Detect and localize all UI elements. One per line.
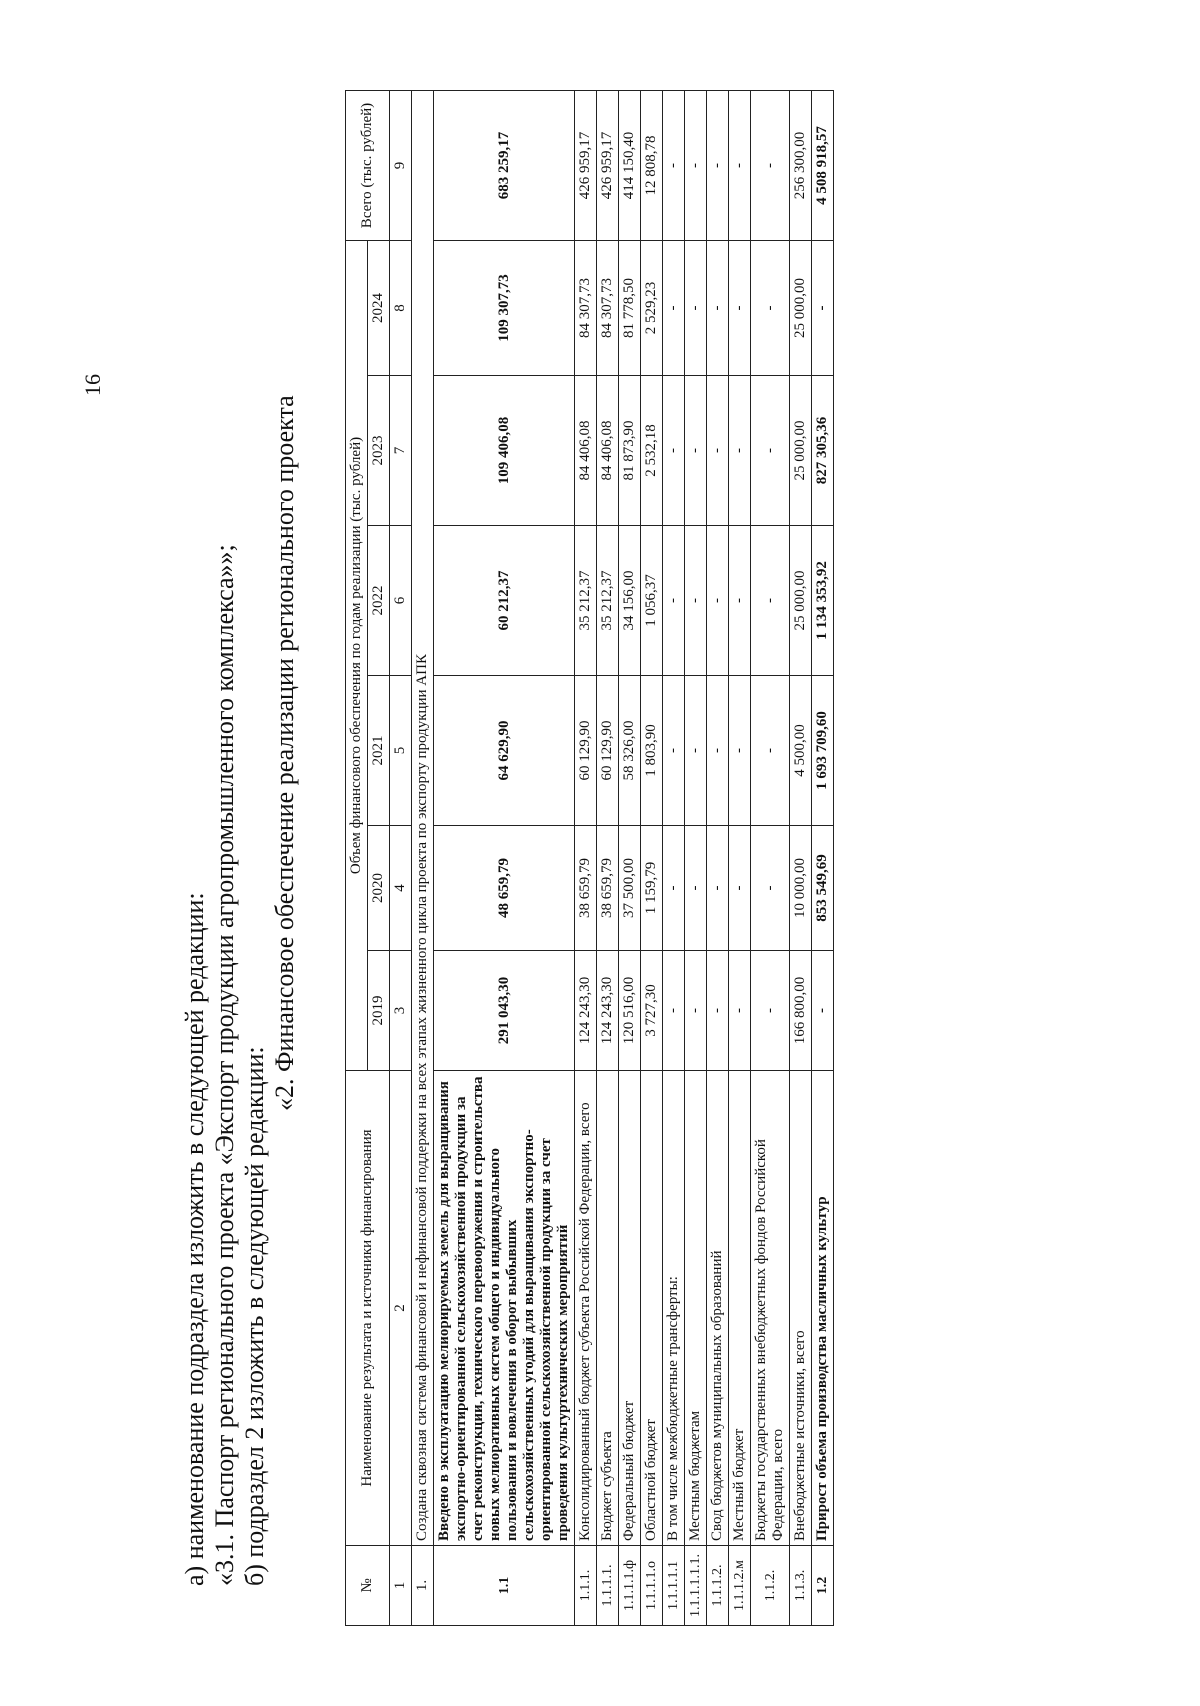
row-year-value: 109 307,73 <box>434 241 575 376</box>
row-year-value: 84 307,73 <box>597 241 619 376</box>
row-year-value: 48 659,79 <box>434 826 575 951</box>
header-year: 2020 <box>368 826 390 951</box>
table-row <box>751 91 790 1626</box>
row-year-value: 38 659,79 <box>597 826 619 951</box>
row-name: Местным бюджетам <box>685 1071 707 1546</box>
row-year-value: 120 516,00 <box>619 951 641 1071</box>
column-number: 2 <box>390 1071 412 1546</box>
row-name: Местный бюджет <box>729 1071 751 1546</box>
row-name: В том числе межбюджетные трансферты: <box>663 1071 685 1546</box>
row-year-value: - <box>707 241 729 376</box>
table-row <box>790 91 812 1626</box>
column-number: 6 <box>390 526 412 676</box>
header-year: 2019 <box>368 951 390 1071</box>
table-row <box>812 91 834 1626</box>
row-year-value: 25 000,00 <box>790 526 812 676</box>
column-number: 4 <box>390 826 412 951</box>
row-year-value: 1 693 709,60 <box>812 676 834 826</box>
row-total-value: 683 259,17 <box>434 91 575 241</box>
table-body <box>412 91 834 1626</box>
table-row <box>663 91 685 1626</box>
row-year-value: 166 800,00 <box>790 951 812 1071</box>
row-year-value: 109 406,08 <box>434 376 575 526</box>
row-name: Бюджет субъекта <box>597 1071 619 1546</box>
column-number: 1 <box>390 1546 412 1626</box>
row-name: Свод бюджетов муниципальных образований <box>707 1071 729 1546</box>
header-name: Наименование результата и источники финансирования <box>346 1071 390 1546</box>
row-year-value: 35 212,37 <box>575 526 597 676</box>
header-no: № <box>346 1546 390 1626</box>
row-year-value: - <box>751 951 790 1071</box>
row-total-value: 426 959,17 <box>575 91 597 241</box>
header-year: 2023 <box>368 376 390 526</box>
row-year-value: - <box>729 376 751 526</box>
row-year-value: 60 129,90 <box>597 676 619 826</box>
row-year-value: - <box>729 826 751 951</box>
header-years-group: Объем финансового обеспечения по годам реализации (тыс. рублей) <box>346 241 368 1071</box>
column-number: 3 <box>390 951 412 1071</box>
row-year-value: 124 243,30 <box>597 951 619 1071</box>
row-year-value: 1 803,90 <box>641 676 663 826</box>
row-year-value: 84 406,08 <box>575 376 597 526</box>
section-number: 1. <box>412 1546 434 1626</box>
row-year-value: - <box>751 676 790 826</box>
row-year-value: - <box>663 241 685 376</box>
row-year-value: 1 134 353,92 <box>812 526 834 676</box>
row-year-value: - <box>729 951 751 1071</box>
row-year-value: 124 243,30 <box>575 951 597 1071</box>
row-year-value: - <box>663 526 685 676</box>
row-year-value: - <box>812 951 834 1071</box>
table-row <box>575 91 597 1626</box>
row-total-value: 12 808,78 <box>641 91 663 241</box>
row-year-value: - <box>751 526 790 676</box>
row-year-value: - <box>729 526 751 676</box>
row-year-value: - <box>751 826 790 951</box>
column-number: 7 <box>390 376 412 526</box>
row-year-value: 853 549,69 <box>812 826 834 951</box>
row-year-value: - <box>707 376 729 526</box>
row-year-value: - <box>685 241 707 376</box>
row-year-value: - <box>663 676 685 826</box>
row-total-value: 4 508 918,57 <box>812 91 834 241</box>
row-year-value: - <box>812 241 834 376</box>
row-year-value: 25 000,00 <box>790 241 812 376</box>
row-total-value: - <box>707 91 729 241</box>
row-year-value: 38 659,79 <box>575 826 597 951</box>
row-year-value: 827 305,36 <box>812 376 834 526</box>
row-year-value: 10 000,00 <box>790 826 812 951</box>
row-number: 1.1.1.1.1.1. <box>685 1546 707 1626</box>
row-year-value: 1 159,79 <box>641 826 663 951</box>
row-year-value: - <box>685 676 707 826</box>
row-year-value: - <box>707 676 729 826</box>
row-year-value: - <box>751 376 790 526</box>
row-number: 1.1.1.1.ф <box>619 1546 641 1626</box>
row-name: Внебюджетные источники, всего <box>790 1071 812 1546</box>
row-number: 1.1.1.1.о <box>641 1546 663 1626</box>
table-row <box>685 91 707 1626</box>
row-year-value: 60 212,37 <box>434 526 575 676</box>
row-year-value: 60 129,90 <box>575 676 597 826</box>
row-number: 1.1.1. <box>575 1546 597 1626</box>
row-number: 1.1.1.2. <box>707 1546 729 1626</box>
header-row-colnums <box>390 91 412 1626</box>
row-number: 1.1.1.2.м <box>729 1546 751 1626</box>
header-year: 2024 <box>368 241 390 376</box>
column-number: 8 <box>390 241 412 376</box>
row-year-value: - <box>707 526 729 676</box>
row-year-value: - <box>729 241 751 376</box>
section-heading: «2. Финансовое обеспечение реализации регионального проекта <box>270 395 299 1111</box>
row-year-value: 34 156,00 <box>619 526 641 676</box>
header-total: Всего (тыс. рублей) <box>346 91 390 241</box>
row-year-value: - <box>707 951 729 1071</box>
column-number: 9 <box>390 91 412 241</box>
row-name: Бюджеты государственных внебюджетных фондов Российской Федерации, всего <box>751 1071 790 1546</box>
row-year-value: 37 500,00 <box>619 826 641 951</box>
row-year-value: - <box>663 376 685 526</box>
row-year-value: - <box>685 826 707 951</box>
row-year-value: 81 778,50 <box>619 241 641 376</box>
intro-text <box>180 395 300 1586</box>
row-year-value: - <box>751 241 790 376</box>
table-row <box>641 91 663 1626</box>
row-total-value: - <box>685 91 707 241</box>
intro-line-2: «3.1. Паспорт регионального проекта «Экспорт продукции агропромышленного комплекса»»; <box>210 544 239 1586</box>
row-total-value: - <box>729 91 751 241</box>
section-row <box>412 91 434 1626</box>
row-number: 1.1.1.1.1 <box>663 1546 685 1626</box>
row-number: 1.1.2. <box>751 1546 790 1626</box>
row-year-value: 25 000,00 <box>790 376 812 526</box>
row-year-value: 2 529,23 <box>641 241 663 376</box>
table-row <box>707 91 729 1626</box>
row-year-value: 291 043,30 <box>434 951 575 1071</box>
row-year-value: 2 532,18 <box>641 376 663 526</box>
row-year-value: 35 212,37 <box>597 526 619 676</box>
row-total-value: - <box>663 91 685 241</box>
table-row <box>619 91 641 1626</box>
row-total-value: 426 959,17 <box>597 91 619 241</box>
page-number: 16 <box>80 374 105 396</box>
row-year-value: 84 307,73 <box>575 241 597 376</box>
row-year-value: - <box>685 376 707 526</box>
section-title: Создана сквозная система финансовой и нефинансовой поддержки на всех этапах жизненного цикла проекта по экспорту продукции АПК <box>412 91 434 1546</box>
row-year-value: 1 056,37 <box>641 526 663 676</box>
row-year-value: - <box>685 951 707 1071</box>
row-name: Прирост объема производства масличных культур <box>812 1071 834 1546</box>
row-number: 1.1.3. <box>790 1546 812 1626</box>
table-row <box>597 91 619 1626</box>
row-name: Областной бюджет <box>641 1071 663 1546</box>
header-year: 2021 <box>368 676 390 826</box>
row-year-value: - <box>663 826 685 951</box>
row-year-value: 4 500,00 <box>790 676 812 826</box>
intro-line-1: а) наименование подраздела изложить в следующей редакции: <box>180 892 209 1586</box>
row-year-value: - <box>707 826 729 951</box>
row-year-value: - <box>663 951 685 1071</box>
row-name: Федеральный бюджет <box>619 1071 641 1546</box>
row-number: 1.2 <box>812 1546 834 1626</box>
row-total-value: 256 300,00 <box>790 91 812 241</box>
column-number: 5 <box>390 676 412 826</box>
row-year-value: 3 727,30 <box>641 951 663 1071</box>
row-year-value: 64 629,90 <box>434 676 575 826</box>
row-year-value: 58 326,00 <box>619 676 641 826</box>
intro-line-3: б) подраздел 2 изложить в следующей редакции: <box>240 1046 269 1586</box>
financing-table <box>345 90 834 1626</box>
header-year: 2022 <box>368 526 390 676</box>
row-total-value: - <box>751 91 790 241</box>
table-row <box>434 91 575 1626</box>
row-name: Консолидированный бюджет субъекта Российской Федерации, всего <box>575 1071 597 1546</box>
header-row-1 <box>346 91 368 1626</box>
row-total-value: 414 150,40 <box>619 91 641 241</box>
row-number: 1.1.1.1. <box>597 1546 619 1626</box>
row-year-value: - <box>685 526 707 676</box>
table-row <box>729 91 751 1626</box>
row-year-value: - <box>729 676 751 826</box>
row-year-value: 84 406,08 <box>597 376 619 526</box>
row-number: 1.1 <box>434 1546 575 1626</box>
row-name: Введено в эксплуатацию мелиорируемых земель для выращивания экспортно-ориентированной сельскохозяйственной продукции за счет реконструкции, технического перевооружения и строительства новых мелиоративных систем общего и индивидуального пользования и вовлечения в оборот выбывших сельскохозяйственных угодий для выращивания экспортно-ориентированной сельскохозяйственной продукции за счет проведения культуртехнических мероприятий <box>434 1071 575 1546</box>
row-year-value: 81 873,90 <box>619 376 641 526</box>
